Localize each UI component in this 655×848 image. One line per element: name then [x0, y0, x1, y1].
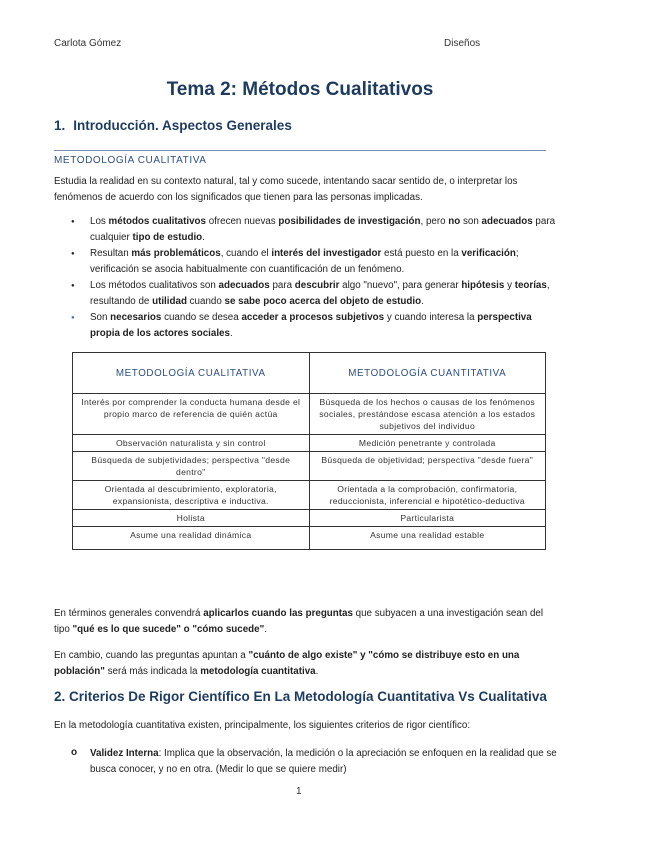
page-number: 1 [296, 786, 302, 797]
intro-paragraph: Estudia la realidad en su contexto natural, tal y como sucede, intentando sacar sentido de, o interpretar los fenómenos de acuerdo con los significados que tienen para las personas implicadas. [54, 176, 518, 203]
table-row [73, 510, 546, 527]
table-cell: Particularista [309, 510, 546, 527]
table-cell: Orientada a la comprobación, confirmatoria, reduccionista, inferencial e hipotético-deductiva [309, 481, 546, 510]
section-2-intro: En la metodología cuantitativa existen, principalmente, los siguientes criterios de rigor científico: [54, 720, 471, 731]
table-row [73, 527, 546, 550]
table-cell: Asume una realidad dinámica [73, 527, 310, 550]
table-cell: Orientada al descubrimiento, exploratoria, expansionista, descriptiva e inductiva. [73, 481, 310, 510]
table-cell: Búsqueda de los hechos o causas de los fenómenos sociales, prestándose escasa atención a los estados subjetivos del individuo [309, 394, 546, 435]
subheading: METODOLOGÍA CUALITATIVA [54, 155, 207, 166]
comparison-table [72, 352, 546, 550]
table-cell: Observación naturalista y sin control [73, 435, 310, 452]
table-row [73, 394, 546, 435]
table-header-cuantitativa: METODOLOGÍA CUANTITATIVA [309, 353, 546, 394]
section-1-number: 1. [54, 118, 66, 133]
table-cell: Medición penetrante y controlada [309, 435, 546, 452]
table-cell: Búsqueda de objetividad; perspectiva "desde fuera" [309, 452, 546, 481]
table-row [73, 435, 546, 452]
bullet-item: ● Los métodos cualitativos ofrecen nuevas posibilidades de investigación, pero no son adecuados para cualquier tipo de estudio. [90, 214, 560, 246]
table-cell: Búsqueda de subjetividades; perspectiva "desde dentro" [73, 452, 310, 481]
header-author: Carlota Gómez [54, 38, 122, 49]
table-cell: Asume una realidad estable [309, 527, 546, 550]
table-header-cualitativa: METODOLOGÍA CUALITATIVA [73, 353, 310, 394]
bullet-item: ● Son necesarios cuando se desea acceder a procesos subjetivos y cuando interesa la perspectiva propia de los actores sociales. [90, 310, 560, 342]
general-paragraph: En términos generales convendrá aplicarlos cuando las preguntas que subyacen a una investigación sean del tipo "qué es lo que sucede" o "cómo sucede". [54, 608, 544, 635]
bullet-item: ● Resultan más problemáticos, cuando el interés del investigador está puesto en la verificación; verificación se asocia habitualmente con cuantificación de un fenómeno. [90, 246, 560, 278]
table-header-row [73, 353, 546, 394]
bullet-list [54, 214, 560, 342]
section-1-heading [54, 118, 292, 133]
bullet-item: ● Los métodos cualitativos son adecuados para descubrir algo "nuevo", para generar hipótesis y teorías, resultando de utilidad cuando se sabe poco acerca del objeto de estudio. [90, 278, 560, 310]
table-cell: Holista [73, 510, 310, 527]
cambio-paragraph: En cambio, cuando las preguntas apuntan a "cuánto de algo existe" y "cómo se distribuye esto en una población" será más indicada la metodología cuantitativa. [54, 650, 520, 677]
section-1-title: Introducción. Aspectos Generales [73, 118, 292, 133]
table-row [73, 481, 546, 510]
page-title: Tema 2: Métodos Cualitativos [166, 79, 434, 100]
table-cell: Interés por comprender la conducta humana desde el propio marco de referencia de quién actúa [73, 394, 310, 435]
header-category: Diseños [444, 38, 481, 49]
section-2-heading: 2. Criterios De Rigor Científico En La Metodología Cuantitativa Vs Cualitativa [54, 689, 547, 704]
criteria-item: o Validez Interna: Implica que la observación, la medición o la apreciación se enfoquen en la realidad que se busca conocer, y no en otra. (Medir lo que se quiere medir) [90, 746, 568, 778]
table-row [73, 452, 546, 481]
criteria-list [54, 746, 568, 778]
section-divider [54, 150, 546, 151]
